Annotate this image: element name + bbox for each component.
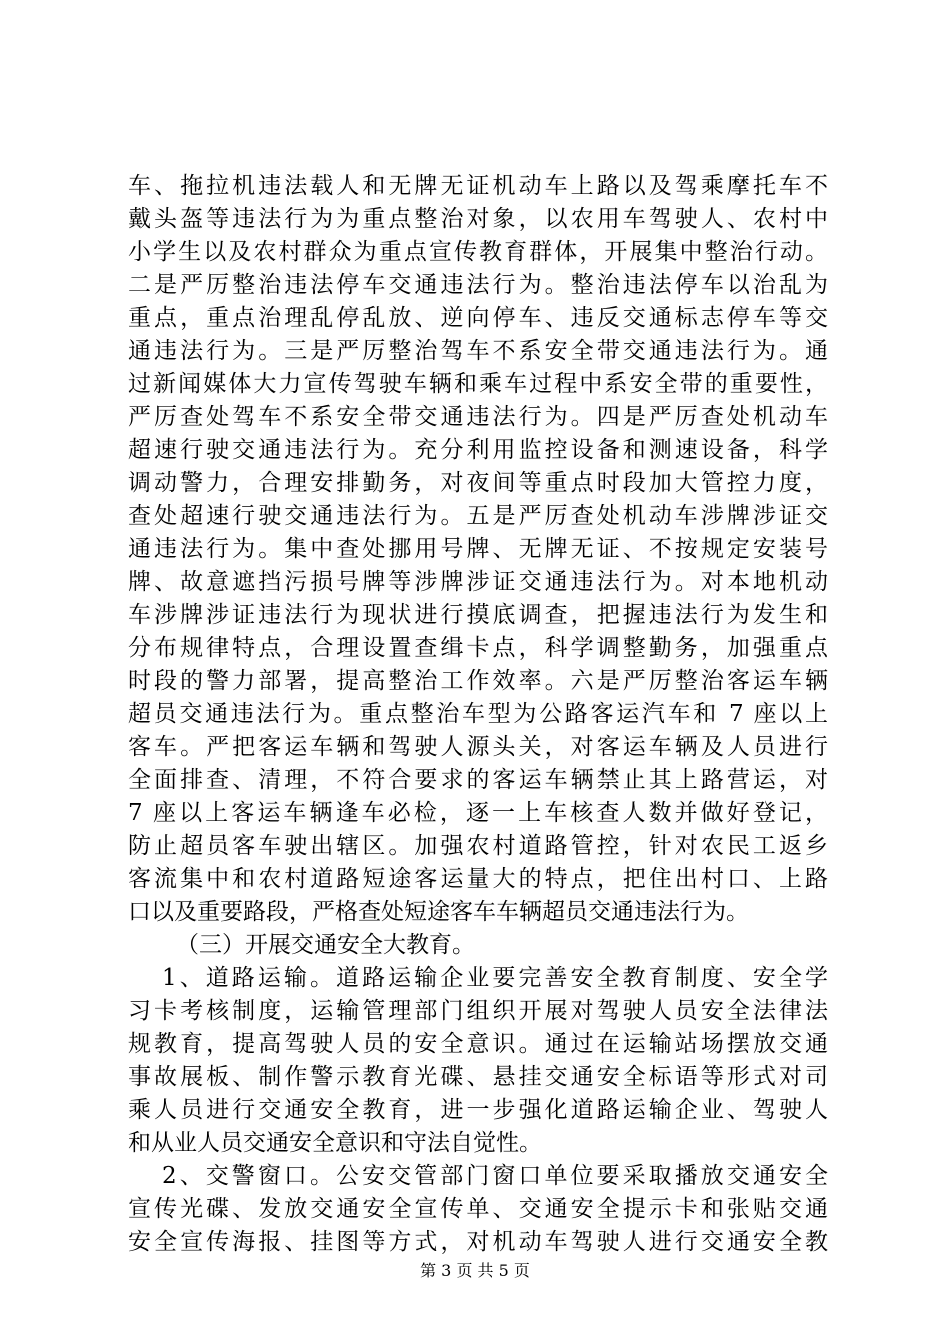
text-line: 规教育，提高驾驶人员的安全意识。通过在运输站场摆放交通 bbox=[128, 1031, 828, 1057]
text-line: 通违法行为。集中查处挪用号牌、无牌无证、不按规定安装号 bbox=[128, 536, 828, 562]
text-line: 7 座以上客运车辆逢车必检，逐一上车核查人数并做好登记， bbox=[128, 800, 828, 826]
text-line: 客流集中和农村道路短途客运量大的特点，把住出村口、上路 bbox=[128, 866, 828, 892]
text-line: 车、拖拉机违法载人和无牌无证机动车上路以及驾乘摩托车不 bbox=[128, 173, 828, 199]
text-line: 口以及重要路段，严格查处短途客车车辆超员交通违法行为。 bbox=[128, 899, 749, 925]
text-line: 超速行驶交通违法行为。充分利用监控设备和测速设备，科学 bbox=[128, 437, 828, 463]
text-line: 车涉牌涉证违法行为现状进行摸底调查，把握违法行为发生和 bbox=[128, 602, 828, 628]
text-line: 全面排查、清理，不符合要求的客运车辆禁止其上路营运，对 bbox=[128, 767, 828, 793]
text-line: （三）开展交通安全大教育。 bbox=[176, 932, 475, 958]
text-line: 时段的警力部署，提高整治工作效率。六是严厉整治客运车辆 bbox=[128, 668, 828, 694]
text-line: 超员交通违法行为。重点整治车型为公路客运汽车和 7 座以上 bbox=[128, 701, 828, 727]
text-line: 1、道路运输。道路运输企业要完善安全教育制度、安全学 bbox=[162, 965, 828, 991]
text-line: 和从业人员交通安全意识和守法自觉性。 bbox=[128, 1130, 542, 1156]
text-line: 查处超速行驶交通违法行为。五是严厉查处机动车涉牌涉证交 bbox=[128, 503, 828, 529]
text-line: 重点，重点治理乱停乱放、逆向停车、违反交通标志停车等交 bbox=[128, 305, 828, 331]
text-line: 防止超员客车驶出辖区。加强农村道路管控，针对农民工返乡 bbox=[128, 833, 828, 859]
text-line: 小学生以及农村群众为重点宣传教育群体，开展集中整治行动。 bbox=[128, 239, 828, 265]
text-line: 调动警力，合理安排勤务，对夜间等重点时段加大管控力度， bbox=[128, 470, 828, 496]
text-line: 过新闻媒体大力宣传驾驶车辆和乘车过程中系安全带的重要性， bbox=[128, 371, 828, 397]
text-line: 乘人员进行交通安全教育，进一步强化道路运输企业、驾驶人 bbox=[128, 1097, 828, 1123]
text-line: 2、交警窗口。公安交管部门窗口单位要采取播放交通安全 bbox=[162, 1163, 828, 1189]
text-line: 牌、故意遮挡污损号牌等涉牌涉证交通违法行为。对本地机动 bbox=[128, 569, 828, 595]
text-line: 二是严厉整治违法停车交通违法行为。整治违法停车以治乱为 bbox=[128, 272, 828, 298]
page-footer: 第 3 页 共 5 页 bbox=[420, 1261, 530, 1280]
text-line: 安全宣传海报、挂图等方式，对机动车驾驶人进行交通安全教 bbox=[128, 1229, 828, 1255]
text-line: 分布规律特点，合理设置查缉卡点，科学调整勤务，加强重点 bbox=[128, 635, 828, 661]
text-line: 戴头盔等违法行为为重点整治对象，以农用车驾驶人、农村中 bbox=[128, 206, 828, 232]
text-line: 严厉查处驾车不系安全带交通违法行为。四是严厉查处机动车 bbox=[128, 404, 828, 430]
text-line: 通违法行为。三是严厉整治驾车不系安全带交通违法行为。通 bbox=[128, 338, 828, 364]
text-line: 客车。严把客运车辆和驾驶人源头关，对客运车辆及人员进行 bbox=[128, 734, 828, 760]
text-line: 习卡考核制度，运输管理部门组织开展对驾驶人员安全法律法 bbox=[128, 998, 828, 1024]
text-line: 宣传光碟、发放交通安全宣传单、交通安全提示卡和张贴交通 bbox=[128, 1196, 828, 1222]
text-line: 事故展板、制作警示教育光碟、悬挂交通安全标语等形式对司 bbox=[128, 1064, 828, 1090]
